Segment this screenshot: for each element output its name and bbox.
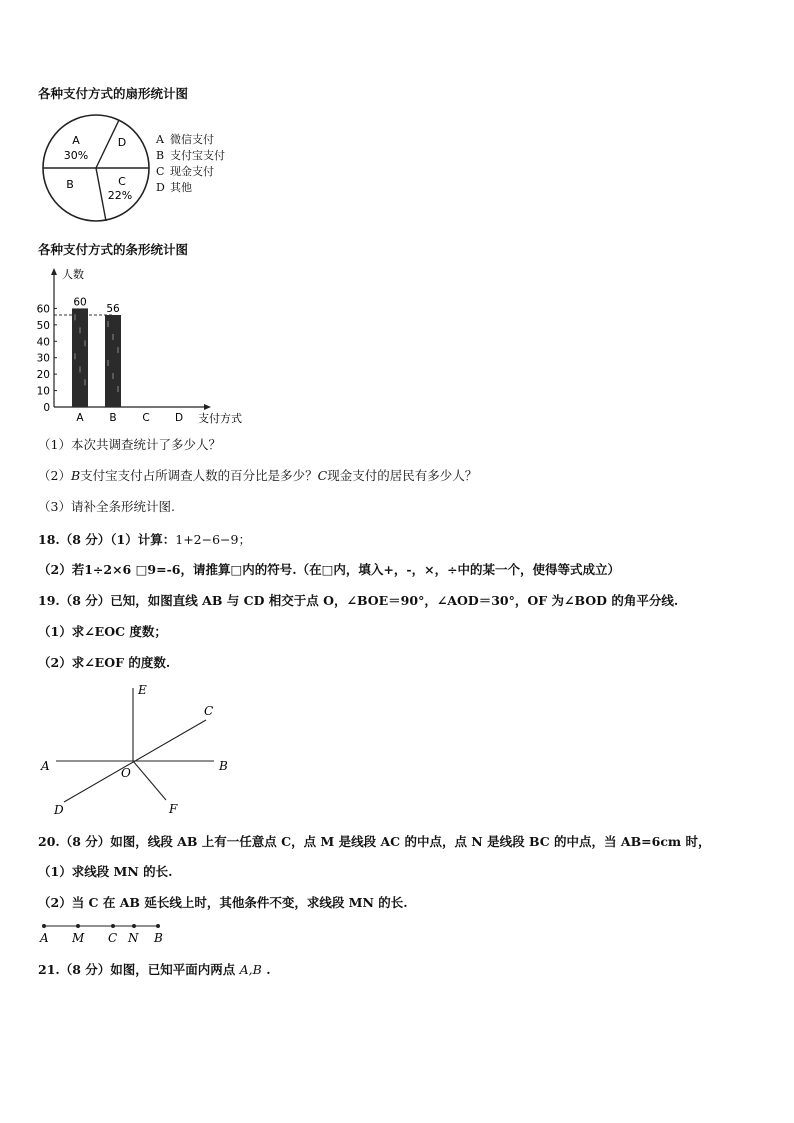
pie-slice-b-letter: B bbox=[66, 178, 74, 191]
q19-part2: （2）求∠EOF 的度数. bbox=[38, 655, 171, 670]
x-axis-arrow bbox=[204, 404, 211, 410]
label-e: E bbox=[138, 683, 147, 697]
q21-head: 21.（8 分）如图，已知平面内两点 A,B . bbox=[38, 962, 271, 977]
label-b: B bbox=[219, 759, 228, 773]
label-d: D bbox=[54, 803, 64, 817]
y-tick-label: 50 bbox=[36, 319, 50, 332]
q17-part1: （1）本次共调查统计了多少人？ bbox=[38, 437, 221, 452]
bar-data-label: 56 bbox=[106, 303, 120, 315]
bar-b bbox=[105, 315, 121, 407]
q19-part1: （1）求∠EOC 度数； bbox=[38, 624, 167, 639]
x-tick-label: A bbox=[76, 412, 84, 424]
bar-chart bbox=[36, 264, 251, 426]
label-c: C bbox=[204, 704, 214, 718]
q20-part2: （2）当 C 在 AB 延长线上时，其他条件不变，求线段 MN 的长. bbox=[38, 895, 408, 910]
pie-slice-c-percent: 22% bbox=[107, 189, 133, 202]
q18-part2: （2）若1÷2×6 □9=-6，请推算□内的符号.（在□内，填入+，-，×，÷中的某一个，使得等式成立） bbox=[38, 562, 621, 577]
label-f: F bbox=[169, 802, 178, 816]
pie-chart-title: 各种支付方式的扇形统计图 bbox=[38, 86, 189, 101]
label-a: A bbox=[41, 759, 50, 773]
x-tick-label: C bbox=[142, 412, 150, 424]
pie-legend-b: B 支付宝支付 bbox=[156, 149, 225, 162]
x-axis-label: 支付方式 bbox=[198, 412, 242, 425]
q20-head: 20.（8 分）如图，线段 AB 上有一任意点 C，点 M 是线段 AC 的中点，点 N 是线段 BC 的中点，当 AB=6cm 时， bbox=[38, 834, 711, 849]
x-tick-label: B bbox=[109, 412, 117, 424]
point-m bbox=[76, 924, 80, 928]
point-c bbox=[111, 924, 115, 928]
point-n bbox=[132, 924, 136, 928]
label-b: B bbox=[154, 931, 163, 945]
pie-divider-ad bbox=[96, 120, 119, 168]
q20-part1: （1）求线段 MN 的长. bbox=[38, 864, 173, 879]
x-tick-label: D bbox=[174, 412, 184, 424]
label-c: C bbox=[108, 931, 118, 945]
y-axis-arrow bbox=[51, 268, 57, 275]
bar-data-label: 60 bbox=[73, 296, 87, 309]
y-tick-label: 40 bbox=[36, 336, 50, 349]
point-b bbox=[156, 924, 160, 928]
label-o: O bbox=[121, 766, 131, 780]
pie-slice-a-letter: A bbox=[72, 134, 80, 147]
ray-of bbox=[133, 761, 166, 800]
pie-slice-c-letter: C bbox=[118, 175, 126, 188]
q19-head: 19.（8 分）已知，如图直线 AB 与 CD 相交于点 O，∠BOE＝90°，∠AOD＝30°，OF 为∠BOD 的角平分线. bbox=[38, 593, 679, 608]
y-tick-label: 0 bbox=[43, 402, 50, 414]
label-a: A bbox=[40, 931, 49, 945]
point-a bbox=[42, 924, 46, 928]
q20-figure bbox=[34, 918, 169, 948]
y-tick-label: 10 bbox=[36, 385, 50, 398]
q17-part3: （3）请补全条形统计图. bbox=[38, 499, 175, 514]
pie-legend-d: D 其他 bbox=[156, 181, 192, 194]
y-axis-label: 人数 bbox=[62, 268, 84, 281]
q18-head: 18.（8 分）（1）计算：1+2−6−9； bbox=[38, 532, 251, 547]
label-m: M bbox=[72, 931, 85, 945]
pie-slice-a-percent: 30% bbox=[63, 149, 89, 162]
y-tick-label: 30 bbox=[36, 352, 50, 365]
pie-divider-cb bbox=[96, 168, 106, 221]
pie-slice-d-letter: D bbox=[117, 136, 127, 149]
bar-a bbox=[72, 308, 88, 407]
y-tick-label: 20 bbox=[36, 369, 50, 382]
q17-part2: （2）B支付宝支付占所调查人数的百分比是多少？C现金支付的居民有多少人？ bbox=[38, 468, 478, 483]
pie-legend-c: C 现金支付 bbox=[156, 165, 214, 178]
label-n: N bbox=[128, 931, 139, 945]
pie-chart bbox=[38, 112, 158, 224]
y-tick-label: 60 bbox=[36, 303, 50, 316]
pie-legend-a: A 微信支付 bbox=[156, 133, 214, 146]
bar-chart-title: 各种支付方式的条形统计图 bbox=[38, 242, 189, 257]
q19-figure bbox=[36, 680, 246, 818]
